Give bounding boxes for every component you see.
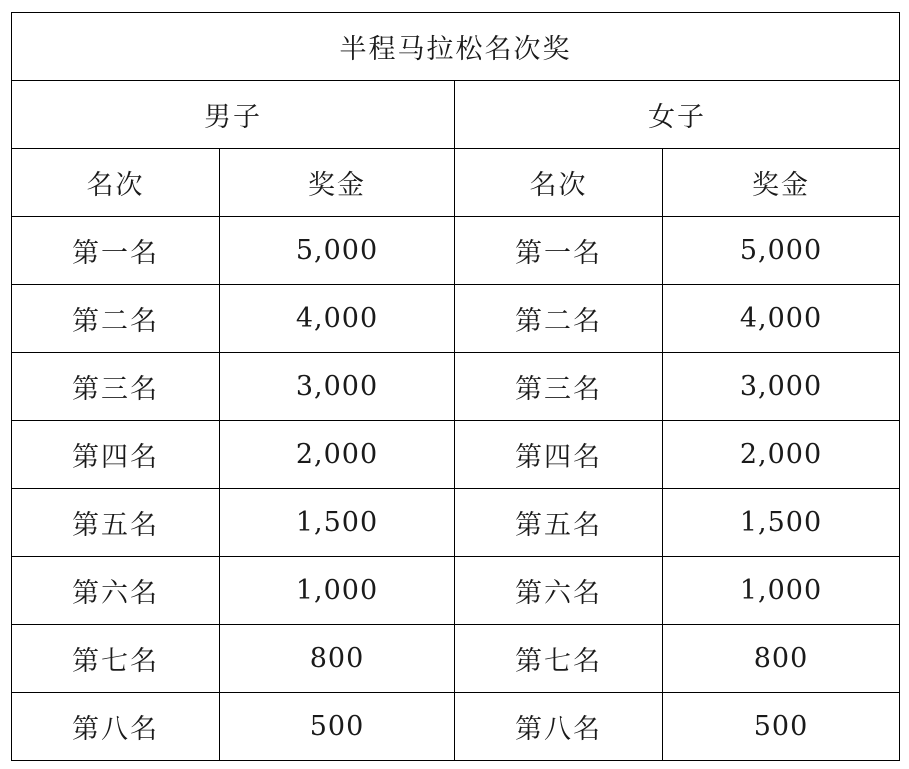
group-header-male: 男子	[12, 81, 455, 149]
table-row	[12, 217, 900, 285]
female-rank-cell: 第四名	[455, 421, 663, 489]
column-header-male-prize: 奖金	[220, 149, 455, 217]
table-row	[12, 285, 900, 353]
female-rank-cell: 第一名	[455, 217, 663, 285]
group-header-row	[12, 81, 900, 149]
column-header-female-prize: 奖金	[663, 149, 900, 217]
female-prize-cell: 3,000	[663, 353, 900, 421]
table-title: 半程马拉松名次奖	[12, 13, 900, 81]
female-rank-cell: 第三名	[455, 353, 663, 421]
female-rank-cell: 第五名	[455, 489, 663, 557]
table-row	[12, 693, 900, 761]
female-rank-cell: 第八名	[455, 693, 663, 761]
female-prize-cell: 1,500	[663, 489, 900, 557]
female-rank-cell: 第六名	[455, 557, 663, 625]
female-prize-cell: 500	[663, 693, 900, 761]
male-prize-cell: 1,000	[220, 557, 455, 625]
column-header-row	[12, 149, 900, 217]
prize-table	[11, 12, 900, 761]
column-header-male-rank: 名次	[12, 149, 220, 217]
column-header-female-rank: 名次	[455, 149, 663, 217]
male-prize-cell: 1,500	[220, 489, 455, 557]
male-rank-cell: 第七名	[12, 625, 220, 693]
table-row	[12, 625, 900, 693]
female-rank-cell: 第二名	[455, 285, 663, 353]
male-prize-cell: 800	[220, 625, 455, 693]
male-rank-cell: 第一名	[12, 217, 220, 285]
male-rank-cell: 第五名	[12, 489, 220, 557]
group-header-female: 女子	[455, 81, 900, 149]
prize-table-body	[12, 13, 900, 761]
document-page	[11, 12, 900, 761]
male-prize-cell: 3,000	[220, 353, 455, 421]
male-rank-cell: 第三名	[12, 353, 220, 421]
male-prize-cell: 4,000	[220, 285, 455, 353]
female-prize-cell: 5,000	[663, 217, 900, 285]
female-prize-cell: 800	[663, 625, 900, 693]
table-row	[12, 353, 900, 421]
male-prize-cell: 2,000	[220, 421, 455, 489]
female-rank-cell: 第七名	[455, 625, 663, 693]
male-rank-cell: 第二名	[12, 285, 220, 353]
female-prize-cell: 1,000	[663, 557, 900, 625]
male-prize-cell: 500	[220, 693, 455, 761]
table-row	[12, 421, 900, 489]
female-prize-cell: 4,000	[663, 285, 900, 353]
title-row	[12, 13, 900, 81]
male-rank-cell: 第六名	[12, 557, 220, 625]
male-prize-cell: 5,000	[220, 217, 455, 285]
male-rank-cell: 第八名	[12, 693, 220, 761]
table-row	[12, 489, 900, 557]
table-row	[12, 557, 900, 625]
female-prize-cell: 2,000	[663, 421, 900, 489]
male-rank-cell: 第四名	[12, 421, 220, 489]
